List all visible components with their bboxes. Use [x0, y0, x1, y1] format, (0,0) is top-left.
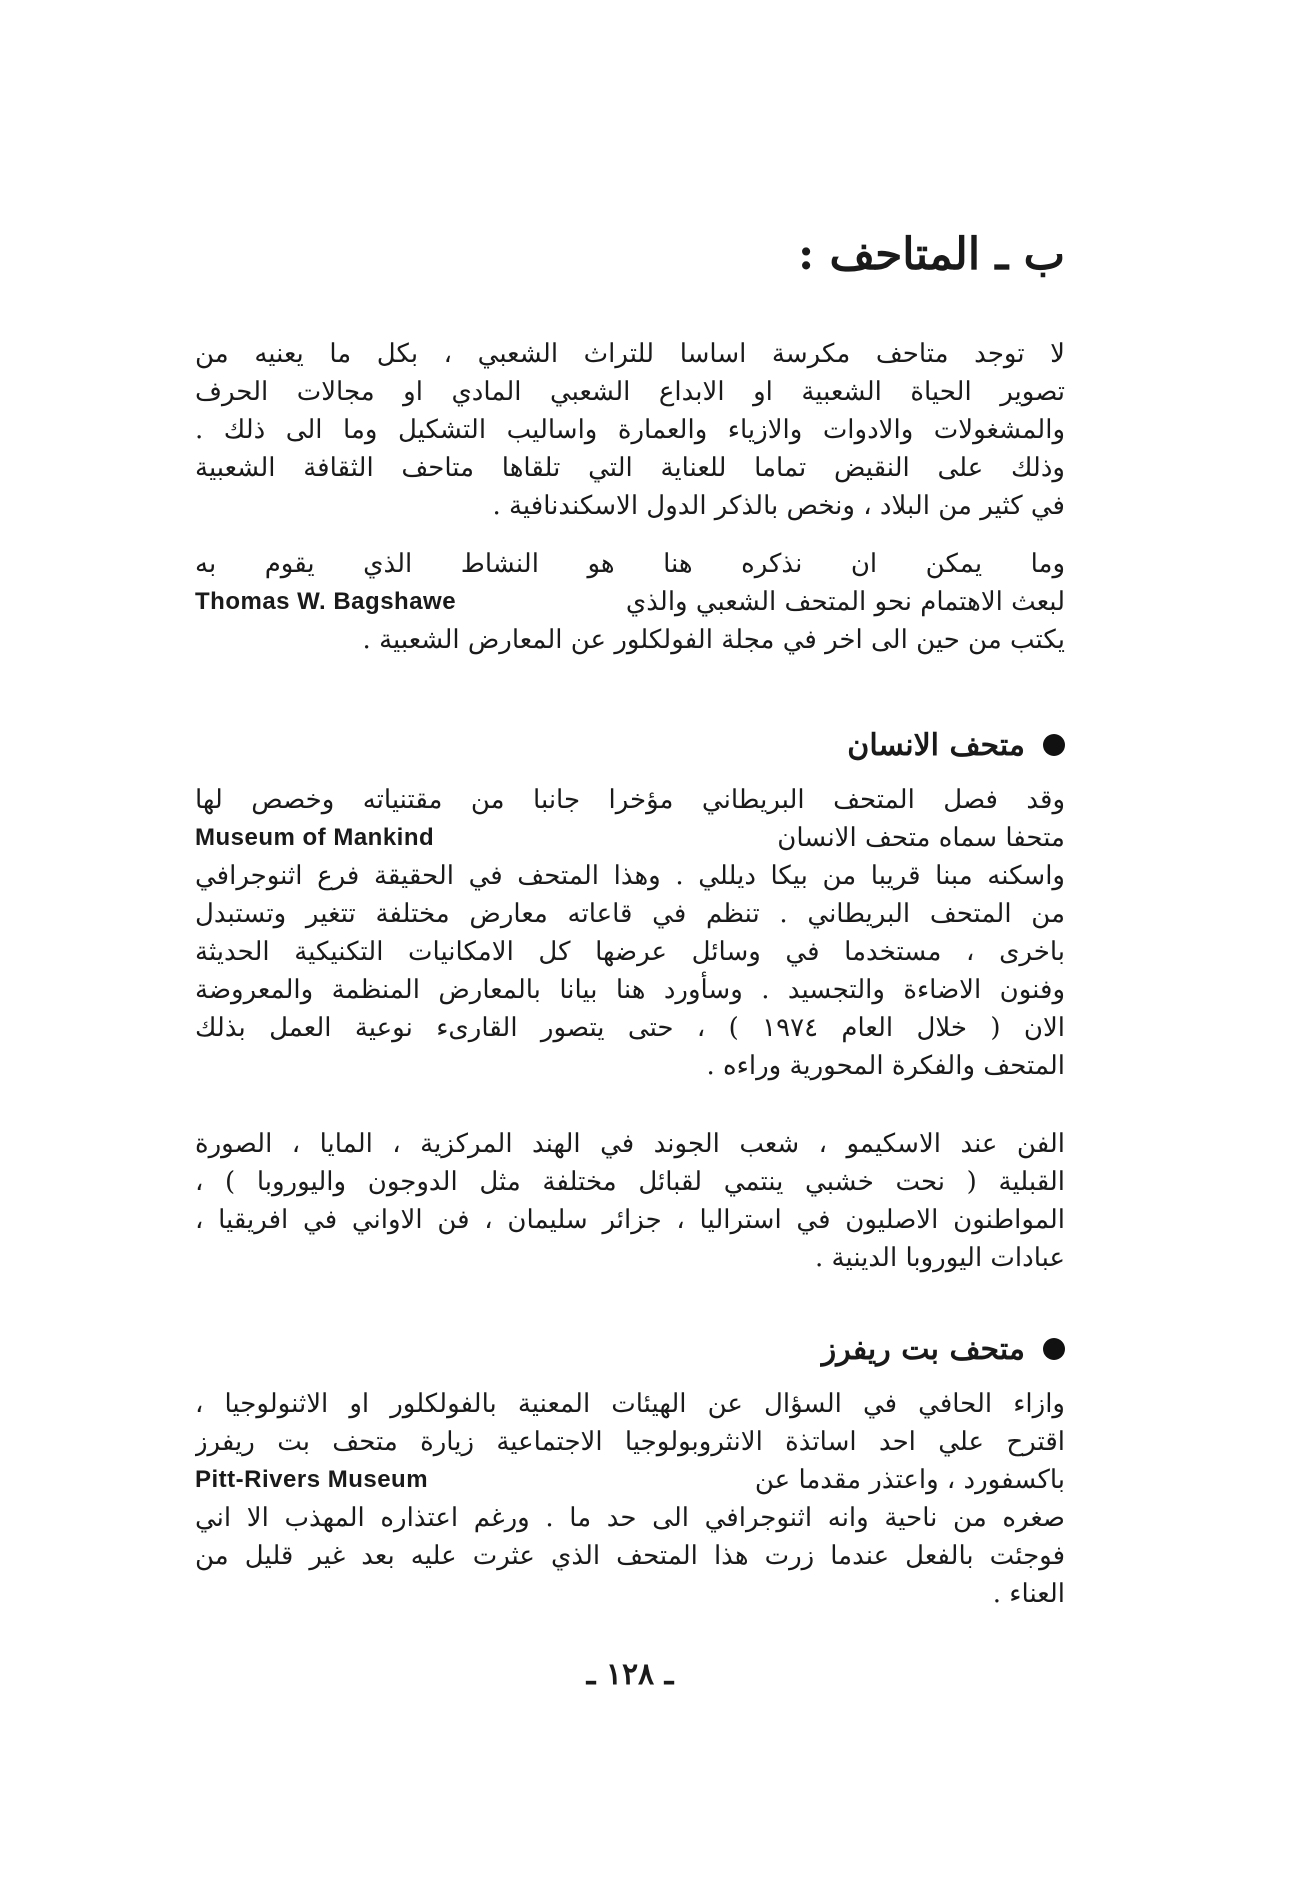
arabic-text: باكسفورد ، واعتذر مقدما عن [754, 1465, 1065, 1495]
heading-text: متحف بت ريفرز [821, 1331, 1025, 1367]
paragraph-line: صغره من ناحية وانه اثنوجرافي الى حد ما . ورغم اعتذاره المهذب الا اني [195, 1503, 1065, 1533]
paragraph-line: القبلية ( نحت خشبي ينتمي لقبائل مختلفة مثل الدوجون واليوروبا ) ، [195, 1167, 1065, 1197]
paragraph-line: واسكنه مبنا قريبا من بيكا ديللي . وهذا المتحف في الحقيقة فرع اثنوجرافي [195, 861, 1065, 891]
bullet-icon [1043, 734, 1065, 756]
paragraph-line: من المتحف البريطاني . تنظم في قاعاته معارض مختلفة تتغير وتستبدل [195, 899, 1065, 929]
paragraph-line: وما يمكن ان نذكره هنا هو النشاط الذي يقوم به [195, 549, 1065, 579]
paragraph-line: تصوير الحياة الشعبية او الابداع الشعبي المادي او مجالات الحرف [195, 377, 1065, 407]
paragraph-line: والمشغولات والادوات والازياء والعمارة واساليب التشكيل وما الى ذلك . [195, 415, 1065, 445]
paragraph-line: عبادات اليوروبا الدينية . [815, 1243, 1065, 1273]
intro-paragraph [195, 335, 1065, 525]
heading-text: متحف الانسان [847, 727, 1025, 763]
latin-name: Museum of Mankind [195, 824, 435, 851]
mankind-paragraph [195, 781, 1065, 1085]
paragraph-line: يكتب من حين الى اخر في مجلة الفولكلور عن المعارض الشعبية . [362, 625, 1065, 655]
pittrivers-heading [822, 1327, 1065, 1371]
arabic-text: متحفا سماه متحف الانسان [777, 823, 1065, 853]
paragraph-line: اقترح علي احد اساتذة الانثروبولوجيا الاجتماعية زيارة متحف بت ريفرز [195, 1427, 1065, 1457]
mankind-heading [847, 723, 1065, 767]
paragraph-line: المواطنون الاصليون في استراليا ، جزائر سليمان ، فن الاواني في افريقيا ، [195, 1205, 1065, 1235]
bagshawe-paragraph [195, 545, 1065, 659]
paragraph-line: لا توجد متاحف مكرسة اساسا للتراث الشعبي ، بكل ما يعنيه من [195, 339, 1065, 369]
paragraph-line: باخرى ، مستخدما في وسائل عرضها كل الامكانيات التكنيكية الحديثة [195, 937, 1065, 967]
paragraph-line: العناء . [992, 1579, 1065, 1609]
paragraph-line: في كثير من البلاد ، ونخص بالذكر الدول الاسكندنافية . [492, 491, 1065, 521]
paragraph-line-mixed [195, 819, 1065, 857]
document-page [195, 225, 1065, 1705]
latin-name: Pitt-Rivers Museum [195, 1466, 429, 1493]
paragraph-line: وازاء الحافي في السؤال عن الهيئات المعنية بالفولكلور او الاثنولوجيا ، [195, 1389, 1065, 1419]
paragraph-line: فوجئت بالفعل عندما زرت هذا المتحف الذي عثرت عليه بعد غير قليل من [195, 1541, 1065, 1571]
arabic-text: لبعث الاهتمام نحو المتحف الشعبي والذي [625, 587, 1065, 617]
paragraph-line: وذلك على النقيض تماما للعناية التي تلقاها متاحف الثقافة الشعبية [195, 453, 1065, 483]
paragraph-line: وفنون الاضاءة والتجسيد . وسأورد هنا بيانا بالمعارض المنظمة والمعروضة [195, 975, 1065, 1005]
exhibits-paragraph [195, 1125, 1065, 1277]
section-title: ب ـ المتاحف : [797, 229, 1065, 280]
bullet-icon [1043, 1338, 1065, 1360]
paragraph-line: المتحف والفكرة المحورية وراءه . [706, 1051, 1065, 1081]
paragraph-line: الفن عند الاسكيمو ، شعب الجوند في الهند المركزية ، المايا ، الصورة [195, 1129, 1065, 1159]
pittrivers-paragraph [195, 1385, 1065, 1613]
paragraph-line-mixed [195, 583, 1065, 621]
paragraph-line: وقد فصل المتحف البريطاني مؤخرا جانبا من مقتنياته وخصص لها [195, 785, 1065, 815]
page-number: ـ ١٢٨ ـ [586, 1657, 674, 1692]
paragraph-line-mixed [195, 1461, 1065, 1499]
latin-name: Thomas W. Bagshawe [195, 588, 457, 615]
paragraph-line: الان ( خلال العام ١٩٧٤ ) ، حتى يتصور القارىء نوعية العمل بذلك [195, 1013, 1065, 1043]
